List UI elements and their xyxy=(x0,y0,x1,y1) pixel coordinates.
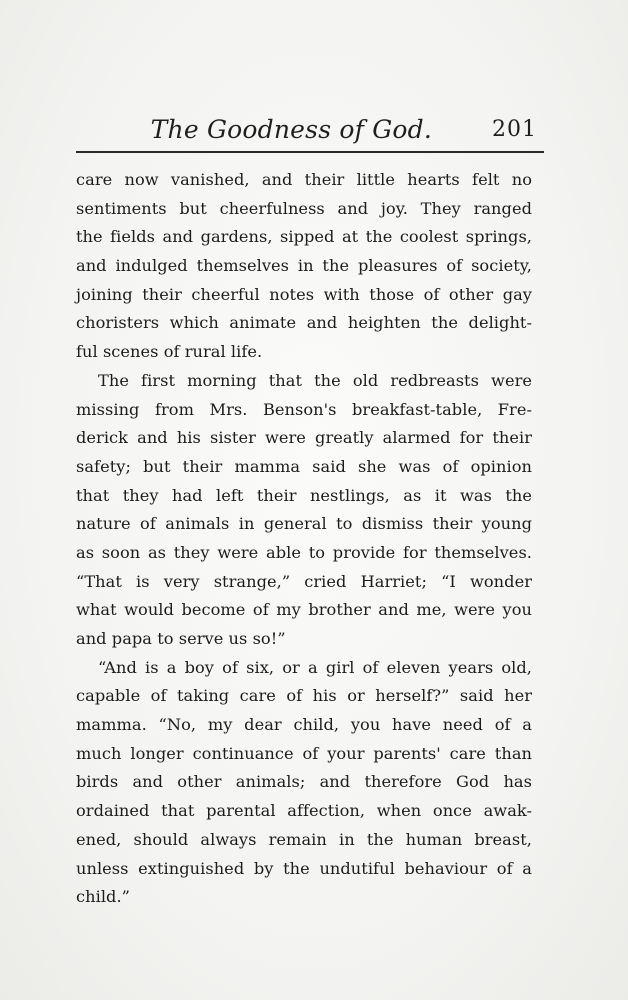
text-line: The first morning that the old redbreasts were xyxy=(98,370,532,390)
text-line: much longer continuance of your parents' care than xyxy=(76,743,532,763)
text-line: nature of animals in general to dismiss their young xyxy=(76,514,532,534)
text-line: “And is a boy of six, or a girl of eleven years old, xyxy=(98,657,532,677)
body-text xyxy=(76,166,532,912)
text-line: and indulged themselves in the pleasures of society, xyxy=(76,256,532,276)
text-line: and papa to serve us so!” xyxy=(76,629,286,648)
text-line: joining their cheerful notes with those of other gay xyxy=(76,284,532,304)
text-line: ful scenes of rural life. xyxy=(76,342,263,362)
text-line: capable of taking care of his or herself?” said her xyxy=(76,686,532,706)
text-line: care now vanished, and their little hearts felt no xyxy=(76,170,532,189)
paragraph xyxy=(76,654,532,912)
text-line: birds and other animals; and therefore God has xyxy=(76,772,532,792)
text-line: choristers which animate and heighten the delight- xyxy=(76,313,532,333)
text-line: as soon as they were able to provide for themselves. xyxy=(76,542,532,562)
text-line: ordained that parental affection, when once awak- xyxy=(76,801,532,821)
text-line: “That is very strange,” cried Harriet; “I wonder xyxy=(76,571,532,591)
page-header xyxy=(76,114,544,154)
paragraph xyxy=(76,367,532,654)
text-line: sentiments but cheerfulness and joy. They ranged xyxy=(76,198,532,218)
text-line: mamma. “No, my dear child, you have need of a xyxy=(76,715,532,735)
text-line: unless extinguished by the undutiful behaviour of a xyxy=(76,858,532,878)
paragraph xyxy=(76,166,532,367)
text-line: what would become of my brother and me, were you xyxy=(76,600,532,620)
text-line: that they had left their nestlings, as it was the xyxy=(76,485,532,505)
text-line: ened, should always remain in the human breast, xyxy=(76,829,532,849)
running-title: The Goodness of God. xyxy=(150,115,432,144)
text-line: missing from Mrs. Benson's breakfast-table, Fre- xyxy=(76,399,532,419)
text-line: derick and his sister were greatly alarmed for their xyxy=(76,428,532,448)
header-rule xyxy=(76,151,544,153)
text-line: child.” xyxy=(76,887,130,907)
text-line: safety; but their mamma said she was of opinion xyxy=(76,456,532,476)
text-line: the fields and gardens, sipped at the coolest springs, xyxy=(76,227,532,247)
page-number: 201 xyxy=(492,117,537,142)
